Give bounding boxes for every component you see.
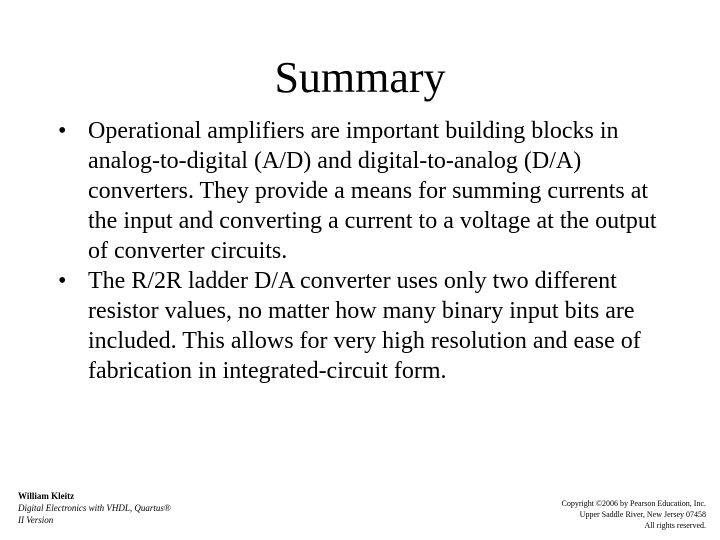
copyright-rights: All rights reserved.: [644, 521, 706, 530]
slide-title: Summary: [274, 53, 446, 102]
copyright-address: Upper Saddle River, New Jersey 07458: [579, 510, 706, 519]
bullet-text: Operational amplifiers are important building blocks in analog-to-digital (A/D) and digital-to-analog (D/A) converters. They provide a means for summing currents at the input and converting a current to a voltage at the output of converter circuits.: [88, 118, 657, 264]
bullet-list: [58, 116, 678, 386]
footer-book-info: [18, 490, 238, 526]
bullet-dot-icon: •: [58, 268, 67, 294]
bullet-item: [58, 266, 678, 386]
footer-author: William Kleitz: [18, 491, 75, 501]
footer-book-title: Digital Electronics with VHDL, Quartus®: [18, 503, 171, 513]
footer-copyright: [476, 498, 706, 531]
bullet-text: The R/2R ladder D/A converter uses only two different resistor values, no matter how many binary input bits are included. This allows for very high resolution and ease of fabrication in integrated-circuit form.: [88, 268, 641, 384]
copyright-line: Copyright ©2006 by Pearson Education, Inc.: [561, 499, 706, 508]
bullet-dot-icon: •: [58, 118, 67, 144]
bullet-item: [58, 116, 678, 266]
footer-book-edition: II Version: [18, 515, 54, 525]
